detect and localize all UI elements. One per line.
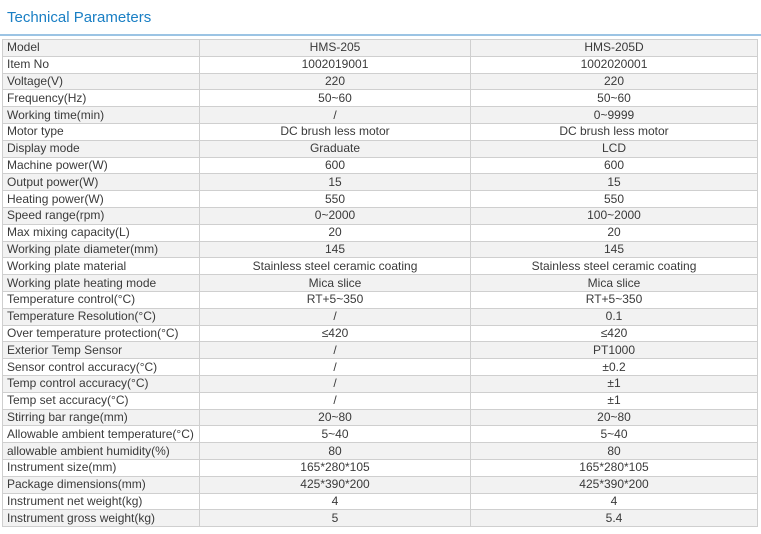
table-row xyxy=(3,40,758,57)
hms205-value-cell: HMS-205 xyxy=(200,40,471,57)
hms205d-value-cell: 4 xyxy=(471,493,758,510)
hms205-value-cell: Stainless steel ceramic coating xyxy=(200,258,471,275)
hms205d-value-cell: Mica slice xyxy=(471,275,758,292)
table-row xyxy=(3,275,758,292)
param-label-cell: Sensor control accuracy(°C) xyxy=(3,359,200,376)
hms205-value-cell: 15 xyxy=(200,174,471,191)
title-divider xyxy=(0,34,761,36)
table-row xyxy=(3,308,758,325)
param-label-cell: Package dimensions(mm) xyxy=(3,476,200,493)
hms205-value-cell: 425*390*200 xyxy=(200,476,471,493)
hms205-value-cell: 0~2000 xyxy=(200,207,471,224)
param-label-cell: Allowable ambient temperature(°C) xyxy=(3,426,200,443)
page-title: Technical Parameters xyxy=(7,9,152,26)
hms205-value-cell: Graduate xyxy=(200,140,471,157)
param-label-cell: Machine power(W) xyxy=(3,157,200,174)
param-label-cell: Instrument net weight(kg) xyxy=(3,493,200,510)
table-row xyxy=(3,157,758,174)
hms205-value-cell: RT+5~350 xyxy=(200,291,471,308)
hms205d-value-cell: PT1000 xyxy=(471,342,758,359)
hms205d-value-cell: ≤420 xyxy=(471,325,758,342)
param-label-cell: Model xyxy=(3,40,200,57)
table-row xyxy=(3,476,758,493)
hms205d-value-cell: RT+5~350 xyxy=(471,291,758,308)
param-label-cell: Working time(min) xyxy=(3,107,200,124)
param-label-cell: Working plate diameter(mm) xyxy=(3,241,200,258)
hms205-value-cell: DC brush less motor xyxy=(200,123,471,140)
hms205d-value-cell: 100~2000 xyxy=(471,207,758,224)
hms205-value-cell: 165*280*105 xyxy=(200,459,471,476)
param-label-cell: Max mixing capacity(L) xyxy=(3,224,200,241)
table-row xyxy=(3,493,758,510)
hms205d-value-cell: 80 xyxy=(471,443,758,460)
table-row xyxy=(3,375,758,392)
hms205d-value-cell: 145 xyxy=(471,241,758,258)
table-row xyxy=(3,392,758,409)
hms205d-value-cell: 15 xyxy=(471,174,758,191)
table-row xyxy=(3,90,758,107)
hms205d-value-cell: 165*280*105 xyxy=(471,459,758,476)
param-label-cell: Temperature control(°C) xyxy=(3,291,200,308)
param-label-cell: Voltage(V) xyxy=(3,73,200,90)
hms205d-value-cell: 600 xyxy=(471,157,758,174)
table-row xyxy=(3,258,758,275)
hms205-value-cell: / xyxy=(200,375,471,392)
hms205d-value-cell: DC brush less motor xyxy=(471,123,758,140)
table-row xyxy=(3,73,758,90)
hms205-value-cell: 220 xyxy=(200,73,471,90)
param-label-cell: Exterior Temp Sensor xyxy=(3,342,200,359)
hms205-value-cell: 600 xyxy=(200,157,471,174)
table-row xyxy=(3,207,758,224)
param-label-cell: Instrument size(mm) xyxy=(3,459,200,476)
hms205-value-cell: 20~80 xyxy=(200,409,471,426)
hms205d-value-cell: HMS-205D xyxy=(471,40,758,57)
hms205-value-cell: Mica slice xyxy=(200,275,471,292)
param-label-cell: Temp set accuracy(°C) xyxy=(3,392,200,409)
table-row xyxy=(3,224,758,241)
hms205d-value-cell: 220 xyxy=(471,73,758,90)
table-row xyxy=(3,140,758,157)
param-label-cell: Temperature Resolution(°C) xyxy=(3,308,200,325)
table-row xyxy=(3,56,758,73)
hms205-value-cell: 4 xyxy=(200,493,471,510)
hms205-value-cell: / xyxy=(200,107,471,124)
hms205-value-cell: 5~40 xyxy=(200,426,471,443)
param-label-cell: Working plate heating mode xyxy=(3,275,200,292)
table-row xyxy=(3,426,758,443)
hms205-value-cell: / xyxy=(200,308,471,325)
hms205-value-cell: 5 xyxy=(200,510,471,527)
table-row xyxy=(3,241,758,258)
table-row xyxy=(3,325,758,342)
hms205-value-cell: ≤420 xyxy=(200,325,471,342)
table-row xyxy=(3,510,758,527)
hms205d-value-cell: 1002020001 xyxy=(471,56,758,73)
technical-parameters-table xyxy=(2,39,758,527)
hms205-value-cell: / xyxy=(200,359,471,376)
param-label-cell: allowable ambient humidity(%) xyxy=(3,443,200,460)
hms205d-value-cell: 5.4 xyxy=(471,510,758,527)
param-label-cell: Motor type xyxy=(3,123,200,140)
hms205d-value-cell: 425*390*200 xyxy=(471,476,758,493)
param-label-cell: Heating power(W) xyxy=(3,191,200,208)
hms205d-value-cell: 5~40 xyxy=(471,426,758,443)
table-row xyxy=(3,459,758,476)
table-row xyxy=(3,409,758,426)
hms205-value-cell: 1002019001 xyxy=(200,56,471,73)
hms205-value-cell: / xyxy=(200,392,471,409)
hms205d-value-cell: 0~9999 xyxy=(471,107,758,124)
param-label-cell: Stirring bar range(mm) xyxy=(3,409,200,426)
table-row xyxy=(3,359,758,376)
hms205d-value-cell: Stainless steel ceramic coating xyxy=(471,258,758,275)
hms205-value-cell: 145 xyxy=(200,241,471,258)
table-body xyxy=(3,40,758,527)
param-label-cell: Over temperature protection(°C) xyxy=(3,325,200,342)
hms205d-value-cell: ±1 xyxy=(471,392,758,409)
table-row xyxy=(3,123,758,140)
hms205-value-cell: 550 xyxy=(200,191,471,208)
param-label-cell: Item No xyxy=(3,56,200,73)
hms205d-value-cell: 0.1 xyxy=(471,308,758,325)
hms205d-value-cell: 550 xyxy=(471,191,758,208)
table-row xyxy=(3,174,758,191)
hms205-value-cell: 80 xyxy=(200,443,471,460)
hms205-value-cell: 20 xyxy=(200,224,471,241)
table-row xyxy=(3,107,758,124)
hms205d-value-cell: LCD xyxy=(471,140,758,157)
table-row xyxy=(3,443,758,460)
param-label-cell: Instrument gross weight(kg) xyxy=(3,510,200,527)
hms205d-value-cell: 20~80 xyxy=(471,409,758,426)
hms205d-value-cell: 50~60 xyxy=(471,90,758,107)
param-label-cell: Display mode xyxy=(3,140,200,157)
hms205d-value-cell: 20 xyxy=(471,224,758,241)
table-row xyxy=(3,191,758,208)
param-label-cell: Output power(W) xyxy=(3,174,200,191)
param-label-cell: Frequency(Hz) xyxy=(3,90,200,107)
param-label-cell: Temp control accuracy(°C) xyxy=(3,375,200,392)
hms205-value-cell: 50~60 xyxy=(200,90,471,107)
param-label-cell: Speed range(rpm) xyxy=(3,207,200,224)
hms205-value-cell: / xyxy=(200,342,471,359)
hms205d-value-cell: ±1 xyxy=(471,375,758,392)
table-row xyxy=(3,291,758,308)
table-row xyxy=(3,342,758,359)
hms205d-value-cell: ±0.2 xyxy=(471,359,758,376)
param-label-cell: Working plate material xyxy=(3,258,200,275)
